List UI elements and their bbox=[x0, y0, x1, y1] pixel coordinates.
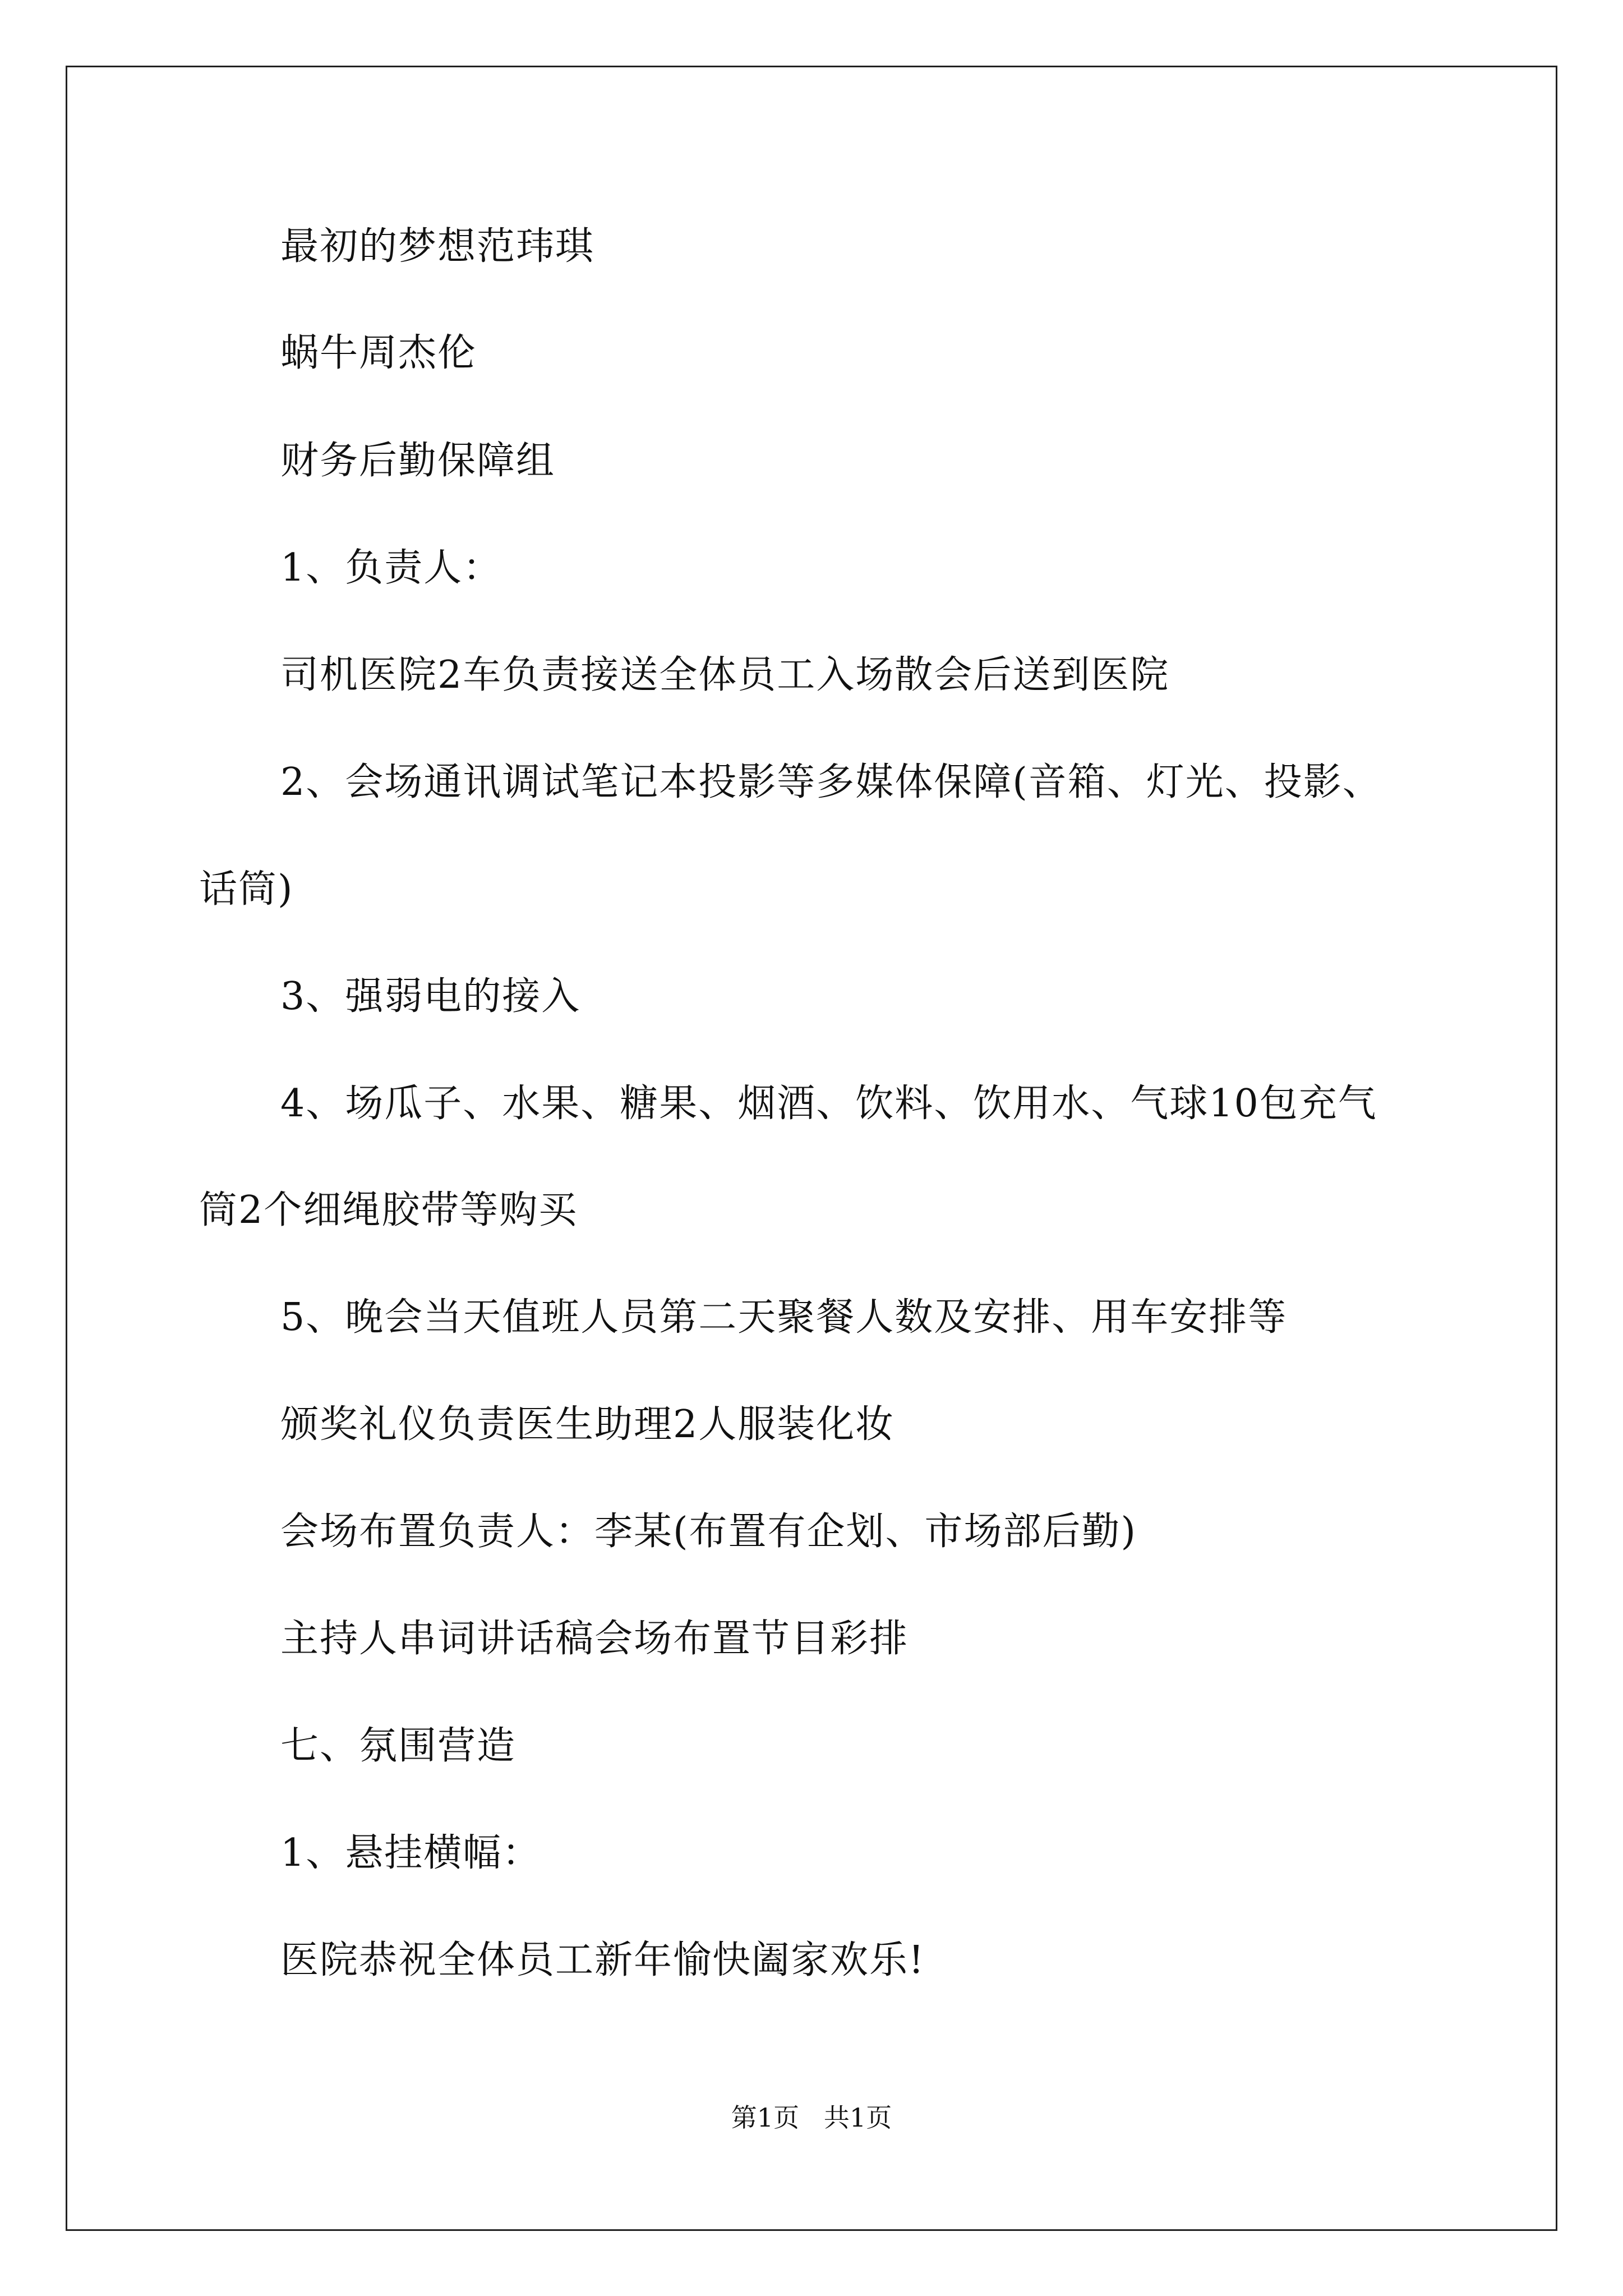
text-line: 5、晚会当天值班人员第二天聚餐人数及安排、用车安排等 bbox=[280, 1295, 1288, 1340]
text-line: 1、负责人： bbox=[280, 546, 502, 590]
text-line: 医院恭祝全体员工新年愉快阖家欢乐! bbox=[280, 1938, 925, 1982]
text-line: 七、氛围营造 bbox=[280, 1724, 517, 1768]
page-border bbox=[66, 66, 1557, 2231]
page-number-footer: 第1页 共1页 bbox=[731, 2102, 892, 2133]
text-line: 话筒) bbox=[199, 867, 294, 912]
text-line: 筒2个细绳胶带等购买 bbox=[199, 1188, 578, 1232]
text-line: 最初的梦想范玮琪 bbox=[280, 224, 595, 269]
text-line: 4、场瓜子、水果、糖果、烟酒、饮料、饮用水、气球10包充气 bbox=[280, 1082, 1377, 1126]
text-line: 会场布置负责人：李某(布置有企划、市场部后勤) bbox=[280, 1510, 1137, 1554]
text-line: 主持人串词讲话稿会场布置节目彩排 bbox=[280, 1617, 909, 1661]
text-line: 财务后勤保障组 bbox=[280, 439, 556, 483]
text-line: 2、会场通讯调试笔记本投影等多媒体保障(音箱、灯光、投影、 bbox=[280, 760, 1382, 804]
text-line: 颁奖礼仪负责医生助理2人服装化妆 bbox=[280, 1402, 895, 1447]
text-line: 3、强弱电的接入 bbox=[280, 974, 581, 1019]
text-line: 司机医院2车负责接送全体员工入场散会后送到医院 bbox=[280, 653, 1170, 697]
text-line: 1、悬挂横幅： bbox=[280, 1831, 542, 1875]
text-line: 蜗牛周杰伦 bbox=[280, 331, 477, 375]
